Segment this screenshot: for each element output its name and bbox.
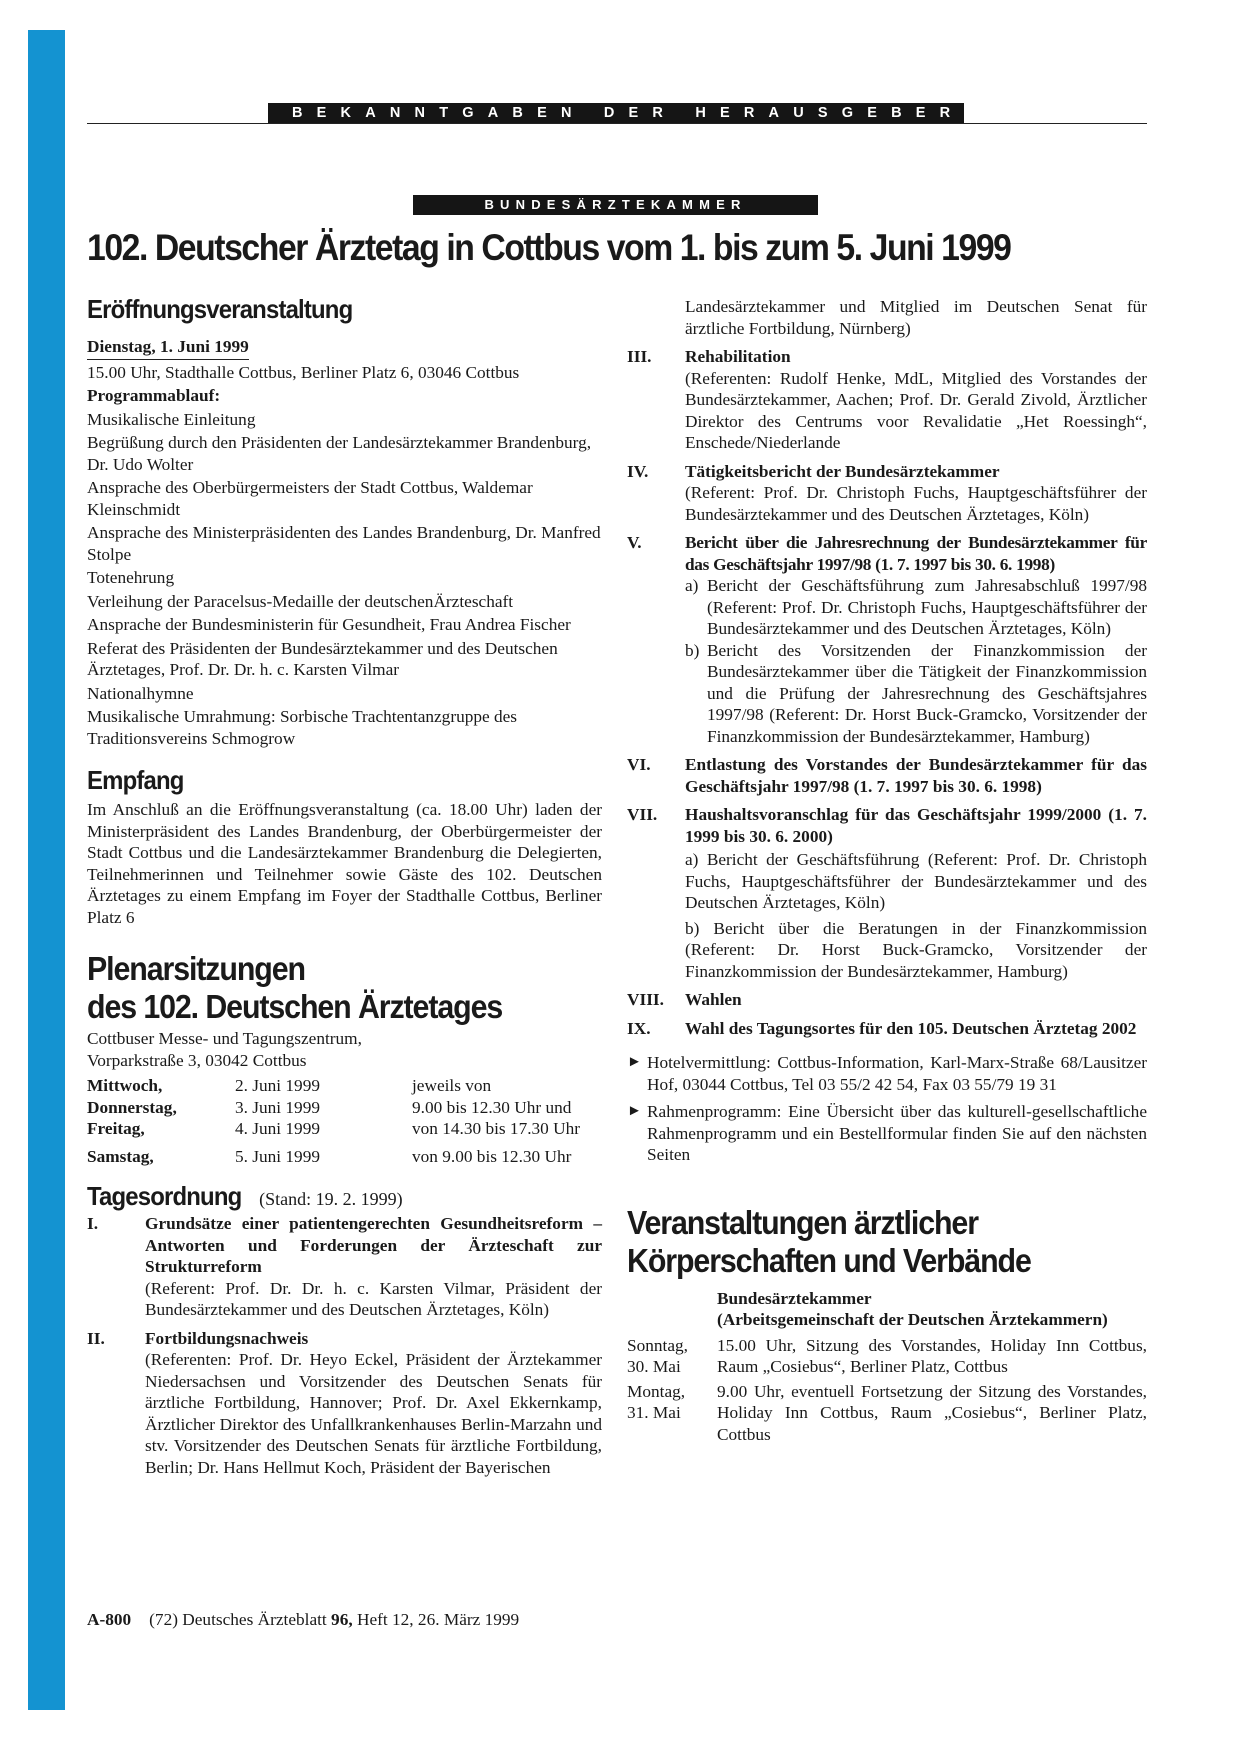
agenda-item <box>685 754 1147 797</box>
agenda-item <box>685 346 1147 454</box>
event-day-date: 30. Mai <box>627 1357 681 1376</box>
subitem-text: Bericht der Geschäftsführung zum Jahresabschluß 1997/98 (Referent: Prof. Dr. Christoph Fuchs, Hauptgeschäftsführer der Bundesärztekammer und des Deutschen Ärztetages, Köln) <box>707 576 1147 638</box>
header-rule <box>87 123 1147 124</box>
event-day: Sonntag, <box>627 1335 688 1355</box>
hotel-info <box>627 1052 1147 1095</box>
agenda-item-title: Wahlen <box>685 990 742 1009</box>
agenda-subitem: a) Bericht der Geschäftsführung (Referent: Prof. Dr. Christoph Fuchs, Hauptgeschäftsführer der Bundesärztekammer und des Deutschen Ärztetages, Köln) <box>685 850 1147 912</box>
agenda-number: V. <box>627 533 642 552</box>
agenda-status: (Stand: 19. 2. 1999) <box>259 1189 403 1209</box>
schedule-time: jeweils von <box>412 1076 492 1095</box>
agenda-item-title: Tätigkeitsbericht der Bundesärztekammer <box>685 461 1000 481</box>
events-list <box>627 1335 1147 1446</box>
page-number: A-800 <box>87 1610 132 1629</box>
event-date <box>627 1335 717 1378</box>
agenda-number: VIII. <box>627 990 664 1009</box>
page-footer <box>87 1610 519 1630</box>
schedule-time: 9.00 bis 12.30 Uhr und <box>412 1097 572 1117</box>
schedule-day: Donnerstag, <box>87 1097 177 1117</box>
agenda-list-left <box>87 1213 602 1485</box>
event-text: 9.00 Uhr, eventuell Fortsetzung der Sitzung des Vorstandes, Holiday Inn Cottbus, Raum „Cosiebus“, Berliner Platz, Cottbus <box>717 1381 1147 1444</box>
agenda-item-desc: (Referent: Prof. Dr. Dr. h. c. Karsten Vilmar, Präsident der Bundesärztekammer und des Deutschen Ärztetages, Köln) <box>145 1278 602 1319</box>
schedule-time: von 14.30 bis 17.30 Uhr <box>412 1119 581 1138</box>
agenda-item-title: Entlastung des Vorstandes der Bundesärztekammer für das Geschäftsjahr 1997/98 (1. 7. 1997 bis 30. 6. 1998) <box>685 755 1147 796</box>
events-org: Bundesärztekammer <box>717 1288 872 1308</box>
hotel-info-text: Hotelvermittlung: Cottbus-Information, Karl-Marx-Straße 68/Lausitzer Hof, 03044 Cottbus, Tel 03 55/2 42 54, Fax 03 55/79 19 31 <box>647 1053 1147 1094</box>
agenda-heading: Tagesordnung <box>87 1181 242 1211</box>
left-column <box>87 294 602 1485</box>
events-heading-line2: Körperschaften und Verbände <box>627 1241 1031 1279</box>
agenda-number: IX. <box>627 1018 651 1038</box>
schedule-date: 5. Juni 1999 <box>235 1146 320 1166</box>
plenary-venue-line2: Vorparkstraße 3, 03042 Cottbus <box>87 1050 307 1070</box>
program-info-text: Rahmenprogramm: Eine Übersicht über das kulturell-gesellschaftliche Rahmenprogramm und ein Bestellformular finden Sie auf den nächsten Seiten <box>647 1102 1147 1164</box>
program-info <box>627 1101 1147 1166</box>
schedule-time: von 9.00 bis 12.30 Uhr <box>412 1146 572 1166</box>
agenda-number: II. <box>87 1328 105 1348</box>
agenda-number: VII. <box>627 805 658 824</box>
agenda-subitem: b) Bericht über die Beratungen in der Finanzkommission (Referent: Dr. Horst Buck-Gramcko, Vorsitzender der Finanzkommission der Bundesärztekammer, Hamburg) <box>685 918 1147 981</box>
agenda-number: IV. <box>627 461 649 481</box>
events-heading-line1: Veranstaltungen ärztlicher <box>627 1203 978 1241</box>
citation-post: Heft 12, 26. März 1999 <box>352 1610 520 1629</box>
program-item: Begrüßung durch den Präsidenten der Landesärztekammer Brandenburg, Dr. Udo Wolter <box>87 433 592 474</box>
agenda-item-title: Grundsätze einer patientengerechten Gesundheitsreform – Antworten und Forderungen der Ärzteschaft zur Strukturreform <box>145 1214 602 1276</box>
agenda-list-right <box>627 296 1147 1046</box>
schedule-day: Mittwoch, <box>87 1076 163 1095</box>
reception-text: Im Anschluß an die Eröffnungsveranstaltung (ca. 18.00 Uhr) laden der Ministerpräsident des Landes Brandenburg, der Oberbürgermeister der Stadt Cottbus und die Landesärztekammer Brandenburg die Delegierten, Teilnehmerinnen und Teilnehmer sowie Gäste des 102. Deutschen Ärztetages zu einem Empfang im Foyer der Stadthalle Cottbus, Berliner Platz 6 <box>87 800 602 927</box>
pointer-arrow-icon: ► <box>627 1054 642 1070</box>
agenda-item-title: Wahl des Tagungsortes für den 105. Deutschen Ärztetag 2002 <box>685 1018 1137 1038</box>
agenda-item-title: Haushaltsvoranschlag für das Geschäftsjahr 1999/2000 (1. 7. 1999 bis 30. 6. 2000) <box>685 805 1147 846</box>
schedule-date: 2. Juni 1999 <box>235 1076 320 1095</box>
agenda-subitem <box>685 640 1147 748</box>
schedule-day: Freitag, <box>87 1119 145 1138</box>
agenda-item <box>145 1213 602 1321</box>
agenda-number: III. <box>627 347 652 366</box>
agenda-item-title: Rehabilitation <box>685 347 791 366</box>
program-item: Ansprache des Ministerpräsidenten des Landes Brandenburg, Dr. Manfred Stolpe <box>87 523 601 564</box>
plenary-venue-line1: Cottbuser Messe- und Tagungszentrum, <box>87 1029 362 1048</box>
subitem-letter: b) <box>685 640 700 660</box>
event-text: 15.00 Uhr, Sitzung des Vorstandes, Holiday Inn Cottbus, Raum „Cosiebus“, Berliner Platz, Cottbus <box>717 1335 1147 1376</box>
program-item: Musikalische Umrahmung: Sorbische Trachtentanzgruppe des Traditionsvereins Schmogrow <box>87 707 518 748</box>
citation-volume: 96, <box>331 1610 353 1629</box>
program-item: Referat des Präsidenten der Bundesärztekammer und des Deutschen Ärztetages, Prof. Dr. Dr. h. c. Karsten Vilmar <box>87 638 558 679</box>
agenda-item-title: Bericht über die Jahresrechnung der Bundesärztekammer für das Geschäftsjahr 1997/98 (1. 7. 1997 bis 30. 6. 1998) <box>685 533 1147 574</box>
plenary-heading-line1: Plenarsitzungen <box>87 950 305 987</box>
schedule-day: Samstag, <box>87 1146 154 1166</box>
agenda-item <box>685 1018 1147 1040</box>
plenary-schedule <box>87 1075 602 1167</box>
agenda-item-desc: (Referenten: Prof. Dr. Heyo Eckel, Präsident der Ärztekammer Niedersachsen und Vorsitzender des Deutschen Senats für ärztliche Fortbildung, Hannover; Prof. Dr. Axel Ekkernkamp, Ärztlicher Direktor des Unfallkrankenhauses Berlin-Marzahn und stv. Vorsitzender des Deutschen Senats für ärztliche Fortbildung, Berlin; Dr. Hans Hellmut Koch, Präsident der Bayerischen <box>145 1350 602 1477</box>
reception-heading: Empfang <box>87 765 184 795</box>
agenda-item-desc: (Referenten: Rudolf Henke, MdL, Mitglied des Vorstandes der Bundesärztekammer, Aachen; Prof. Dr. Gerald Zivold, Ärztlicher Direktor des Centrums voor Revalidatie „Het Roessingh“, Enschede/Niederlande <box>685 368 1147 452</box>
program-item: Verleihung der Paracelsus-Medaille der deutschenÄrzteschaft <box>87 591 514 611</box>
subitem-letter: a) <box>685 576 699 595</box>
program-item: Musikalische Einleitung <box>87 409 256 429</box>
program-label: Programmablauf: <box>87 386 221 405</box>
program-item: Ansprache des Oberbürgermeisters der Stadt Cottbus, Waldemar Kleinschmidt <box>87 478 533 519</box>
agenda-item <box>685 461 1147 526</box>
subitem-text: Bericht des Vorsitzenden der Finanzkommission der Bundesärztekammer über die Tätigkeit der Finanzkommission und die Prüfung der Jahresrechnung des Geschäftsjahres 1997/98 (Referent: Dr. Horst Buck-Gramcko, Vorsitzender der Finanzkommission der Bundesärztekammer, Hamburg) <box>707 640 1147 746</box>
plenary-heading-line2: des 102. Deutschen Ärztetages <box>87 988 503 1025</box>
event-day-date: 31. Mai <box>627 1403 681 1422</box>
program-item: Nationalhymne <box>87 683 194 703</box>
agenda-number: VI. <box>627 755 651 774</box>
opening-date: Dienstag, 1. Juni 1999 <box>87 336 249 360</box>
program-item: Ansprache der Bundesministerin für Gesundheit, Frau Andrea Fischer <box>87 615 571 634</box>
program-list <box>87 409 602 750</box>
event-date <box>627 1381 717 1446</box>
opening-heading: Eröffnungsveranstaltung <box>87 294 353 324</box>
pointer-arrow-icon: ► <box>627 1103 642 1119</box>
publication-header-bar: BEKANNTGABEN DER HERAUSGEBER <box>268 103 964 124</box>
agenda-subitem <box>685 575 1147 640</box>
article-title: 102. Deutscher Ärztetag in Cottbus vom 1. bis zum 5. Juni 1999 <box>87 226 1011 268</box>
agenda-item-title: Fortbildungsnachweis <box>145 1328 309 1348</box>
agenda-number: I. <box>87 1214 99 1233</box>
program-item: Totenehrung <box>87 568 175 587</box>
agenda-continuation: Landesärztekammer und Mitglied im Deutschen Senat für ärztliche Fortbildung, Nürnberg) <box>685 297 1147 338</box>
right-column <box>627 294 1147 1445</box>
section-label-bar: BUNDESÄRZTEKAMMER <box>413 195 818 215</box>
agenda-item <box>685 804 1147 982</box>
schedule-date: 4. Juni 1999 <box>235 1119 320 1138</box>
agenda-item <box>685 532 1147 747</box>
event-day: Montag, <box>627 1381 686 1401</box>
citation-pre: (72) Deutsches Ärzteblatt <box>149 1610 332 1629</box>
margin-color-strip <box>28 30 65 1710</box>
agenda-item-desc: (Referent: Prof. Dr. Christoph Fuchs, Hauptgeschäftsführer der Bundesärztekammer und des Deutschen Ärztetages, Köln) <box>685 483 1147 524</box>
schedule-date: 3. Juni 1999 <box>235 1097 320 1117</box>
agenda-item <box>685 989 1147 1011</box>
agenda-item <box>145 1328 602 1479</box>
events-org-sub: (Arbeitsgemeinschaft der Deutschen Ärztekammern) <box>717 1310 1108 1329</box>
opening-place: 15.00 Uhr, Stadthalle Cottbus, Berliner Platz 6, 03046 Cottbus <box>87 362 520 382</box>
